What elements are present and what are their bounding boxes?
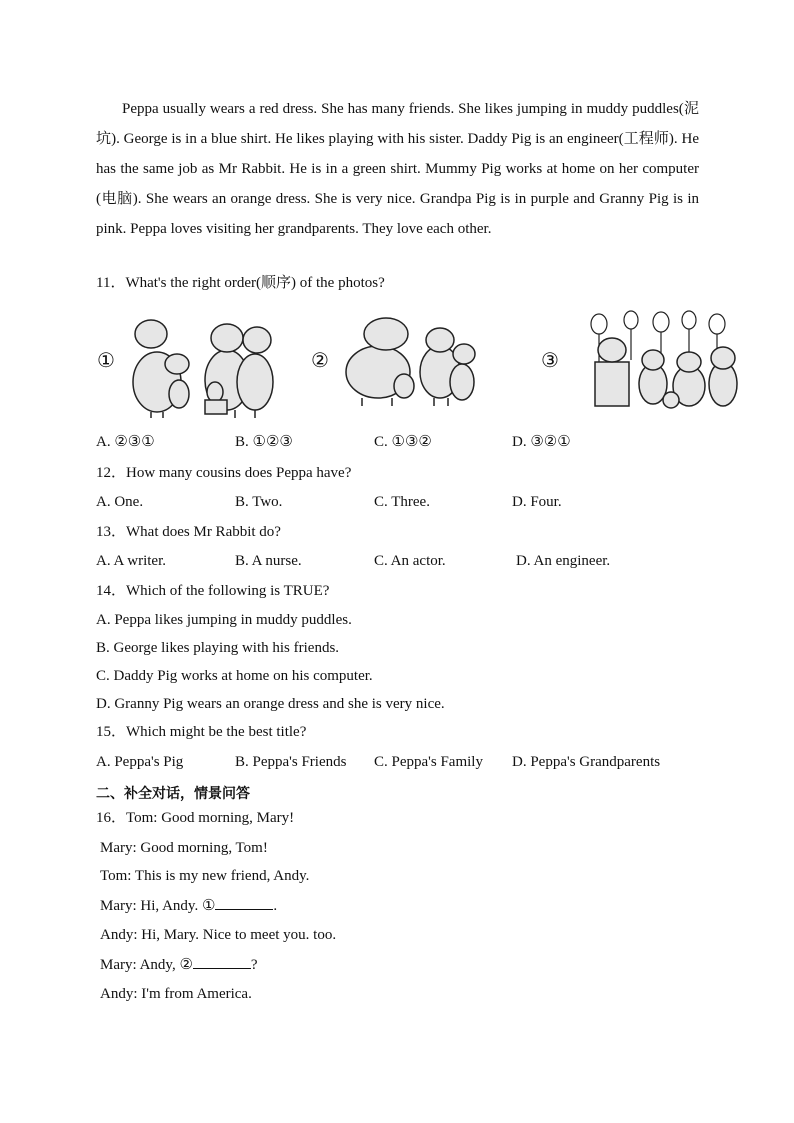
question-16-stem: 16．Tom: Good morning, Mary! [96, 810, 295, 826]
dialogue-line: Tom: This is my new friend, Andy. [100, 868, 310, 884]
photo-2-number: ② [311, 350, 329, 372]
question-11-stem: 11．What's the right order(顺序) of the photos? [96, 275, 385, 291]
q12-option-a[interactable]: A. One. [96, 494, 144, 510]
photo-1-number: ① [97, 350, 115, 372]
question-12-stem: 12．How many cousins does Peppa have? [96, 465, 352, 481]
q14-option-d[interactable]: D. Granny Pig wears an orange dress and she is very nice. [96, 696, 445, 712]
q13-option-d[interactable]: D. An engineer. [516, 553, 611, 569]
dialogue-line-text: Mary: Hi, Andy. ① [100, 898, 216, 914]
q14-option-b[interactable]: B. George likes playing with his friends. [96, 640, 340, 656]
q12-option-d[interactable]: D. Four. [512, 494, 562, 510]
q14-option-c[interactable]: C. Daddy Pig works at home on his computer. [96, 668, 373, 684]
q13-option-a[interactable]: A. A writer. [96, 553, 166, 569]
question-14-stem: 14．Which of the following is TRUE? [96, 583, 330, 599]
photo-3-number: ③ [541, 350, 559, 372]
dialogue-line: Andy: Hi, Mary. Nice to meet you. too. [100, 927, 337, 943]
q15-option-c[interactable]: C. Peppa's Family [374, 754, 483, 770]
q11-option-c[interactable]: C. ①③② [374, 434, 432, 450]
dialogue-line-text: Mary: Andy, ② [100, 957, 193, 973]
reading-passage: Peppa usually wears a red dress. She has many friends. She likes jumping in muddy puddles(泥坑). George is in a blue shirt. He likes playing with his sister. Daddy Pig is an engineer(工程师). He has the same job as Mr Rabbit. He is in a green shirt. Mummy Pig works at home on her computer (电脑). She wears an orange dress. She is very nice. Grandpa Pig is in purple and Granny Pig is in pink. Peppa loves visiting her grandparents. They love each other. [96, 101, 699, 237]
photo-2-illustration [342, 312, 482, 408]
q13-option-b[interactable]: B. A nurse. [235, 553, 302, 569]
answer-blank-2[interactable] [193, 954, 251, 969]
q12-option-c[interactable]: C. Three. [374, 494, 430, 510]
blank-1-punctuation: . [273, 898, 278, 914]
q15-option-b[interactable]: B. Peppa's Friends [235, 754, 347, 770]
q15-option-a[interactable]: A. Peppa's Pig [96, 754, 184, 770]
blank-2-punctuation: ? [250, 957, 258, 973]
q11-option-d[interactable]: D. ③②① [512, 434, 571, 450]
section-heading: 二、补全对话，情景问答 [96, 786, 250, 802]
dialogue-line: Andy: I'm from America. [100, 986, 252, 1002]
q11-option-b[interactable]: B. ①②③ [235, 434, 293, 450]
photo-1-illustration [125, 312, 275, 420]
photo-3-illustration [585, 310, 740, 414]
q15-option-d[interactable]: D. Peppa's Grandparents [512, 754, 661, 770]
dialogue-line-blank-2 [100, 954, 258, 975]
q14-option-a[interactable]: A. Peppa likes jumping in muddy puddles. [96, 612, 352, 628]
dialogue-line: Mary: Good morning, Tom! [100, 840, 268, 856]
dialogue-line-blank-1 [100, 895, 277, 916]
q13-option-c[interactable]: C. An actor. [374, 553, 446, 569]
question-15-stem: 15．Which might be the best title? [96, 724, 307, 740]
question-13-stem: 13．What does Mr Rabbit do? [96, 524, 281, 540]
q12-option-b[interactable]: B. Two. [235, 494, 283, 510]
answer-blank-1[interactable] [215, 895, 273, 910]
q11-option-a[interactable]: A. ②③① [96, 434, 155, 450]
